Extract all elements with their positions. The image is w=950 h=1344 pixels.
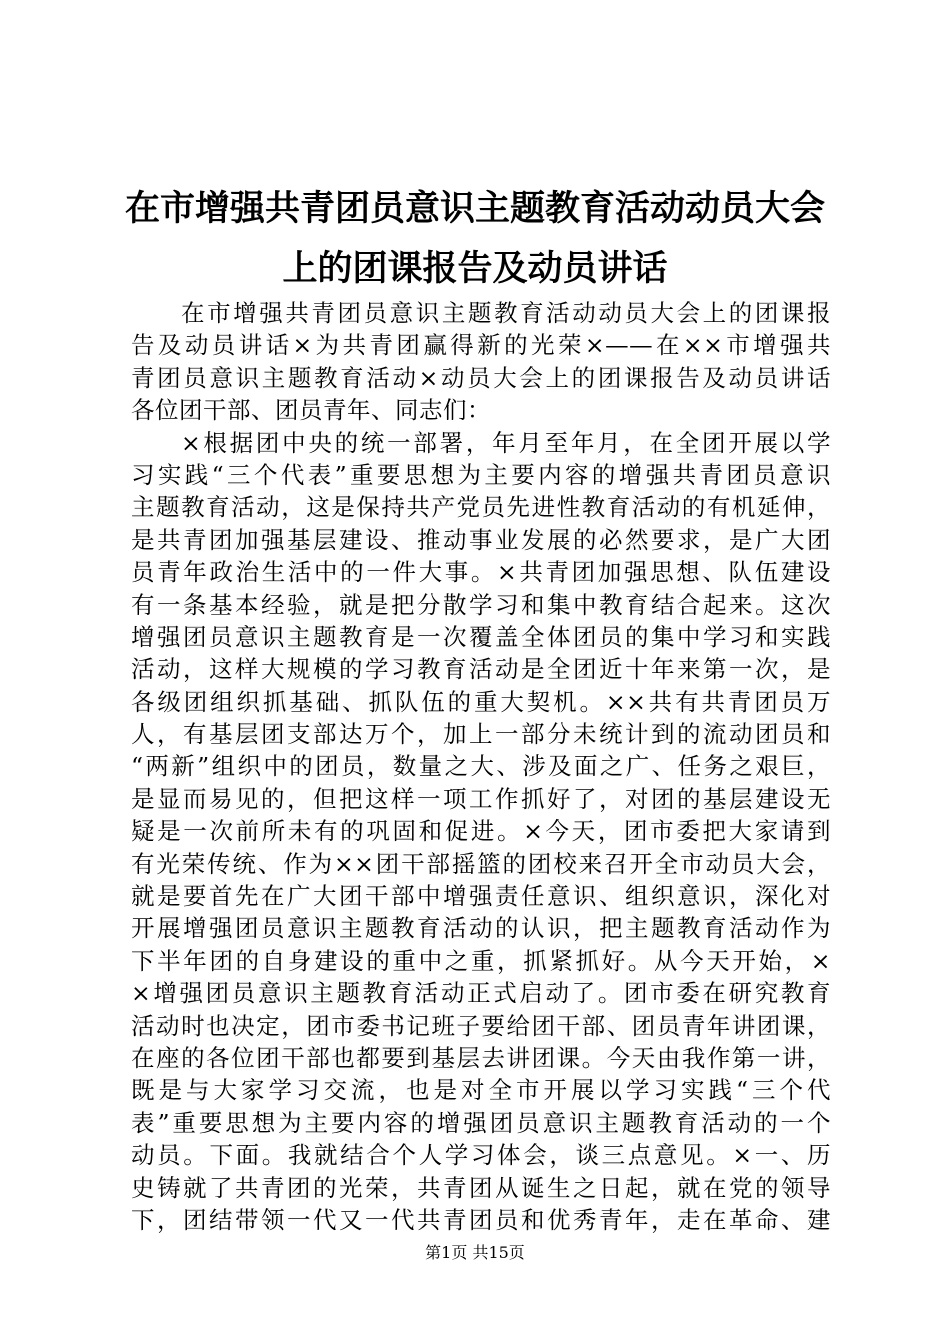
body-line: 人，有基层团支部达万个，加上一部分未统计到的流动团员和 <box>131 720 831 749</box>
body-line: 在市增强共青团员意识主题教育活动动员大会上的团课报 <box>181 299 831 327</box>
body-line: 告及动员讲话×为共青团赢得新的光荣×——在××市增强共 <box>131 331 831 360</box>
body-line: 各级团组织抓基础、抓队伍的重大契机。××共有共青团员万 <box>131 687 831 716</box>
body-line: 增强团员意识主题教育是一次覆盖全体团员的集中学习和实践 <box>131 622 831 651</box>
body-line: 有光荣传统、作为××团干部摇篮的团校来召开全市动员大会， <box>131 849 831 878</box>
page-number-footer: 第1页 共15页 <box>425 1243 525 1262</box>
body-line: 员青年政治生活中的一件大事。×共青团加强思想、队伍建设 <box>131 558 831 587</box>
body-line: 既是与大家学习交流，也是对全市开展以学习实践“三个代 <box>131 1076 831 1105</box>
body-line: 各位团干部、团员青年、同志们： <box>131 396 491 425</box>
body-line: 活动，这样大规模的学习教育活动是全团近十年来第一次，是 <box>131 655 831 684</box>
body-line: 习实践“三个代表”重要思想为主要内容的增强共青团员意识 <box>131 460 831 489</box>
body-line: 主题教育活动，这是保持共产党员先进性教育活动的有机延伸， <box>131 493 831 522</box>
body-line: 有一条基本经验，就是把分散学习和集中教育结合起来。这次 <box>131 590 831 619</box>
body-line: 开展增强团员意识主题教育活动的认识，把主题教育活动作为 <box>131 914 831 943</box>
body-line: 活动时也决定，团市委书记班子要给团干部、团员青年讲团课， <box>131 1011 831 1040</box>
document-title-line-2: 上的团课报告及动员讲话 <box>282 249 668 289</box>
body-line: 疑是一次前所未有的巩固和促进。×今天，团市委把大家请到 <box>131 817 831 846</box>
body-line: 在座的各位团干部也都要到基层去讲团课。今天由我作第一讲， <box>131 1043 831 1072</box>
body-line: 史铸就了共青团的光荣，共青团从诞生之日起，就在党的领导 <box>131 1173 831 1202</box>
document-body <box>131 297 831 1236</box>
body-line: 动员。下面。我就结合个人学习体会，谈三点意见。×一、历 <box>131 1141 831 1170</box>
document-title-line-1: 在市增强共青团员意识主题教育活动动员大会 <box>124 189 825 229</box>
body-line: 是显而易见的，但把这样一项工作抓好了，对团的基层建设无 <box>131 784 831 813</box>
body-line: 青团员意识主题教育活动×动员大会上的团课报告及动员讲话 <box>131 363 831 392</box>
body-line: 表”重要思想为主要内容的增强团员意识主题教育活动的一个 <box>131 1108 831 1137</box>
body-line: 下，团结带领一代又一代共青团员和优秀青年，走在革命、建 <box>131 1205 831 1234</box>
body-line: ×增强团员意识主题教育活动正式启动了。团市委在研究教育 <box>131 979 831 1008</box>
body-line: “两新”组织中的团员，数量之大、涉及面之广、任务之艰巨， <box>131 752 831 781</box>
body-line: 是共青团加强基层建设、推动事业发展的必然要求，是广大团 <box>131 525 831 554</box>
body-line: ×根据团中央的统一部署，年月至年月，在全团开展以学 <box>181 428 831 457</box>
body-line: 下半年团的自身建设的重中之重，抓紧抓好。从今天开始，× <box>131 946 831 975</box>
body-line: 就是要首先在广大团干部中增强责任意识、组织意识，深化对 <box>131 882 831 911</box>
